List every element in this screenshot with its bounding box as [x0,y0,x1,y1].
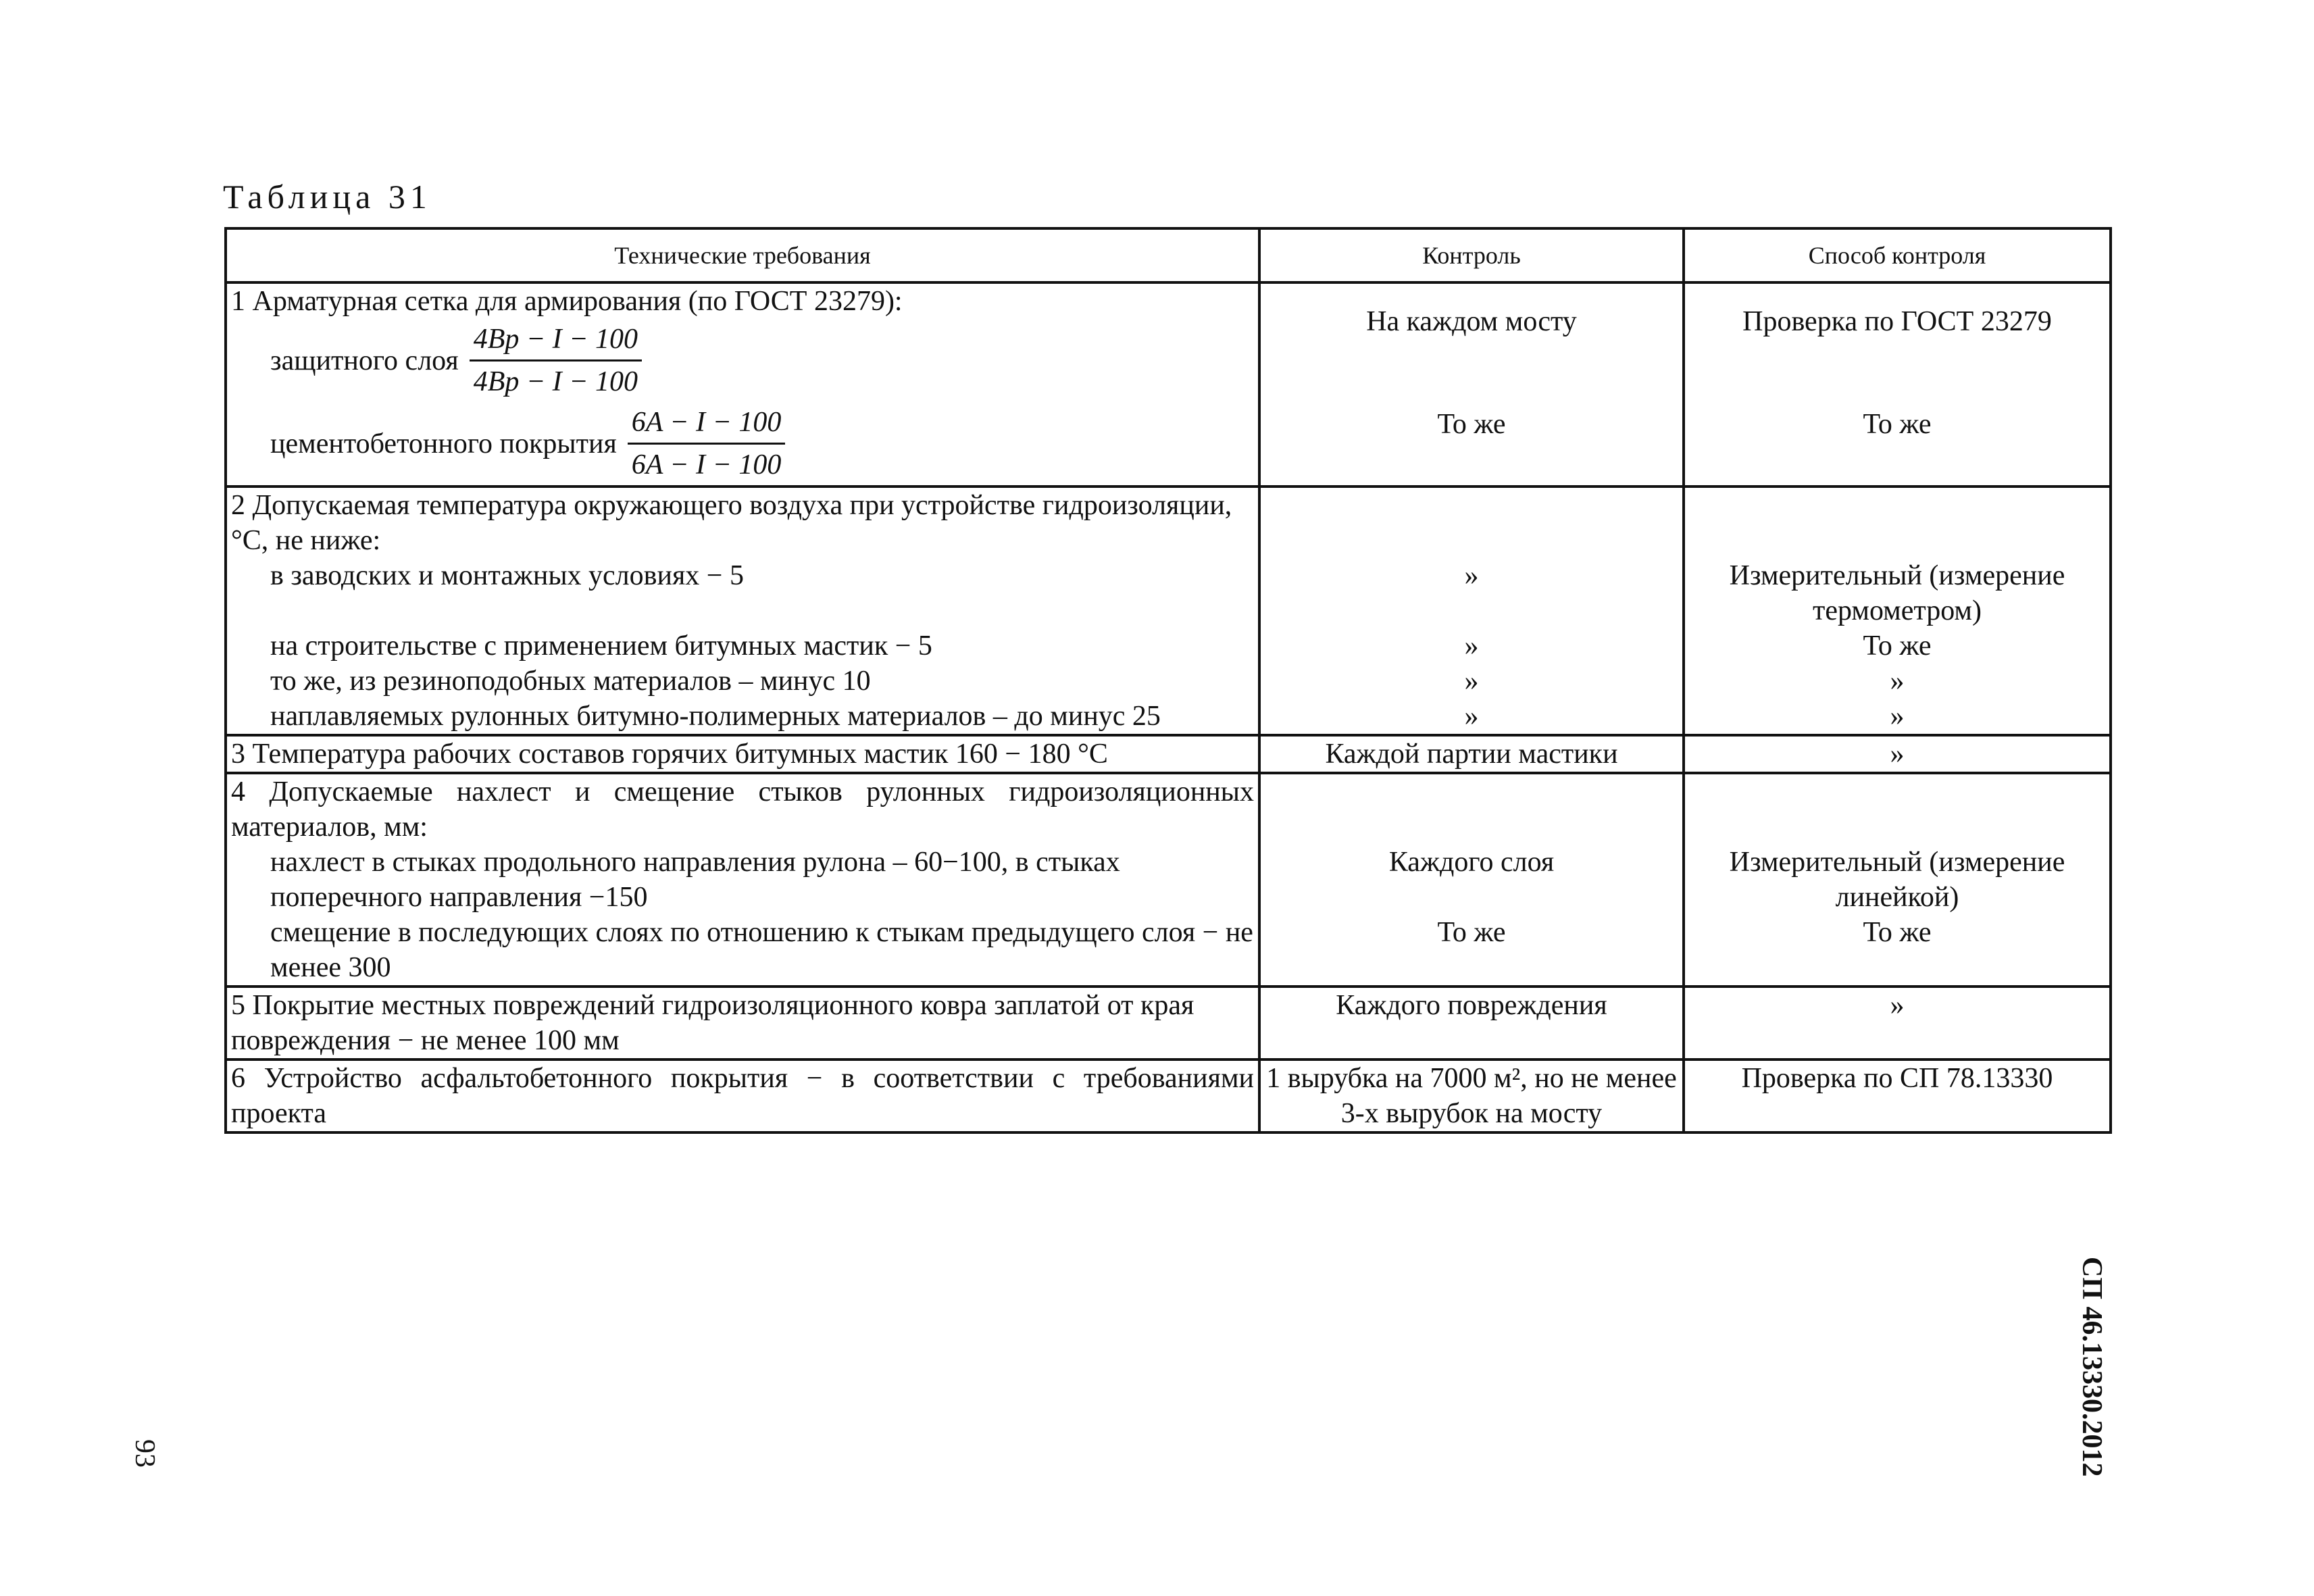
row4-requirement [226,773,1259,987]
row4-method-1: Измерительный (измерение линейкой) [1729,847,2065,913]
row2-control-3: » [1464,666,1479,697]
row2-line3: то же, из резиноподобных материалов – минус 10 [270,666,871,697]
row1-b-label: цементобетонного покрытия [270,428,617,459]
page-number: 93 [129,1439,160,1468]
table-header-row [226,228,2111,282]
row2-line4: наплавляемых рулонных битумно-полимерных материалов – до минус 25 [270,701,1161,732]
table-row [226,1059,2111,1132]
row2-method-1: Измерительный (измерение термометром) [1729,560,2065,626]
row2-title: 2 Допускаемая температура окружающего воздуха при устройстве гидроизоляции, °С, не ниже: [231,490,1232,556]
row1-control-a: На каждом мосту [1366,306,1577,337]
row4-line2: смещение в последующих слоях по отношению к стыкам предыдущего слоя − не менее 300 [270,917,1253,983]
row2-control-4: » [1464,701,1479,732]
row3-requirement: 3 Температура рабочих составов горячих битумных мастик 160 − 180 °С [226,735,1259,773]
row4-control-1: Каждого слоя [1388,847,1555,878]
row4-line1: нахлест в стыках продольного направления рулона – 60−100, в стыках поперечного направления −150 [270,847,1120,913]
row3-control: Каждой партии мастики [1259,735,1684,773]
row1-control [1259,282,1684,487]
row2-line2: на строительстве с применением битумных мастик − 5 [270,630,932,662]
row1-item-protective-layer [231,319,1254,402]
row2-method-4: » [1890,701,1905,732]
table-row [226,773,2111,987]
row1-control-b: То же [1437,409,1506,440]
row1-title: 1 Арматурная сетка для армирования (по ГОСТ 23279): [231,286,903,317]
row2-control-2: » [1464,630,1479,662]
row4-control-2: То же [1437,917,1506,948]
row2-requirement [226,487,1259,735]
row3-method: » [1684,735,2111,773]
table-row [226,987,2111,1059]
formula-denominator: 6A − I − 100 [631,449,782,480]
row5-control: Каждого повреждения [1259,987,1684,1059]
header-control: Контроль [1259,228,1684,282]
row1-requirement [226,282,1259,487]
row2-control-1: » [1464,560,1479,591]
formula-numerator: 4Bр − I − 100 [470,319,642,361]
row2-method [1684,487,2111,735]
row1-method-b: То же [1863,409,1932,440]
row2-method-2: То же [1863,630,1932,662]
row6-method: Проверка по СП 78.13330 [1684,1059,2111,1132]
row5-method: » [1684,987,2111,1059]
row2-method-3: » [1890,666,1905,697]
row1-method-a: Проверка по ГОСТ 23279 [1742,306,2052,337]
header-method: Способ контроля [1684,228,2111,282]
row4-title: 4 Допускаемые нахлест и смещение стыков рулонных гидроизоляционных материалов, мм: [231,776,1254,843]
table-row [226,487,2111,735]
requirements-table [224,227,2112,1134]
table-row [226,282,2111,487]
row4-method [1684,773,2111,987]
row1-a-label: защитного слоя [270,345,459,376]
row6-control: 1 вырубка на 7000 м², но не менее 3-х вырубок на мосту [1259,1059,1684,1132]
formula-fraction [470,319,642,402]
row2-control [1259,487,1684,735]
row4-method-2: То же [1863,917,1932,948]
row2-line1: в заводских и монтажных условиях − 5 [270,560,744,591]
formula-fraction [628,402,786,485]
row1-item-cement-coating [231,402,1254,485]
row5-requirement: 5 Покрытие местных повреждений гидроизоляционного ковра заплатой от края повреждения − не менее 100 мм [226,987,1259,1059]
formula-denominator: 4Bр − I − 100 [473,366,638,397]
row6-requirement: 6 Устройство асфальтобетонного покрытия − в соответствии с требованиями проекта [226,1059,1259,1132]
row1-method [1684,282,2111,487]
table-caption: Таблица 31 [223,178,432,216]
header-requirements: Технические требования [226,228,1259,282]
row4-control [1259,773,1684,987]
table-row [226,735,2111,773]
formula-numerator: 6A − I − 100 [628,402,786,445]
